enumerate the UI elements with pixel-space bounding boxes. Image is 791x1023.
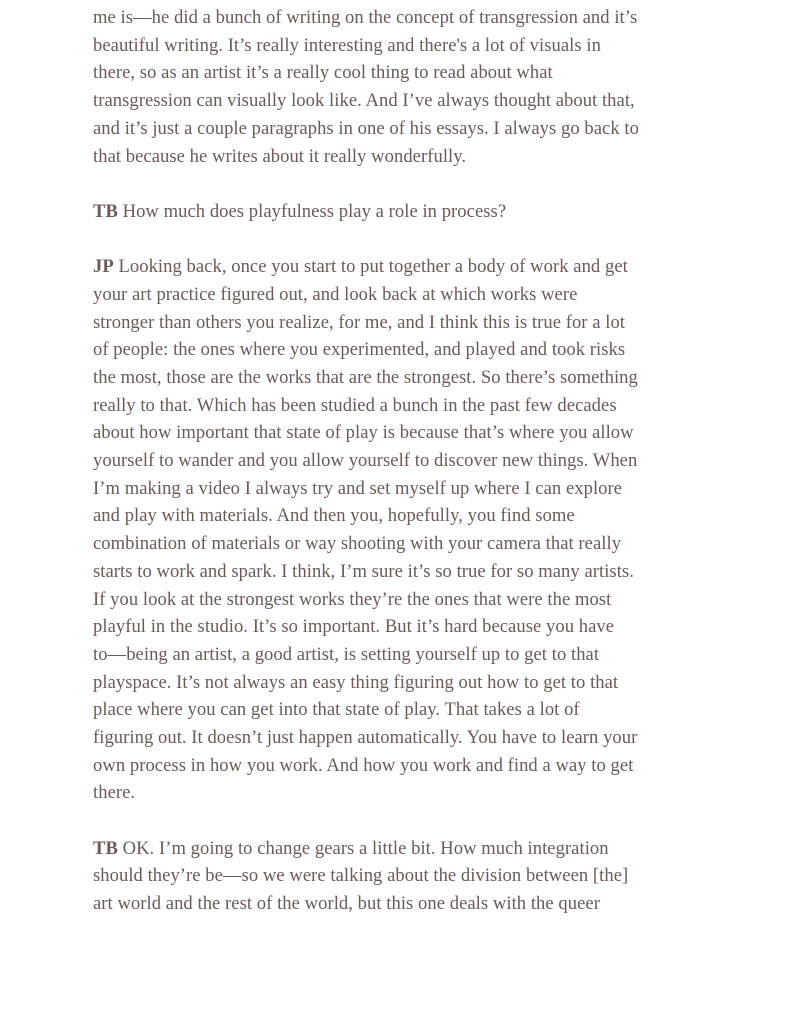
line-text: Looking back, once you start to put together a body of work and get (113, 256, 628, 278)
line-text: to—being an artist, a good artist, is setting yourself up to get to that (93, 643, 600, 665)
text-line (93, 502, 703, 530)
text-line (93, 87, 703, 115)
line-text: I’m making a video I always try and set myself up where I can explore (93, 477, 623, 499)
text-line (93, 724, 703, 752)
text-line (93, 475, 703, 503)
line-text: place where you can get into that state of play. That takes a lot of (93, 699, 580, 721)
speaker-initials: TB (93, 837, 118, 859)
speaker-initials: JP (93, 256, 114, 278)
line-text: OK. I’m going to change gears a little bit. How much integration (117, 837, 609, 859)
line-text: transgression can visually look like. And I’ve always thought about that, (93, 90, 635, 112)
text-line (93, 4, 703, 32)
text-line (93, 253, 703, 281)
text-line (93, 281, 703, 309)
line-text: there. (93, 782, 136, 804)
text-line (93, 32, 703, 60)
text-line (93, 696, 703, 724)
line-text: me is—he did a bunch of writing on the concept of transgression and it’s (93, 7, 638, 28)
text-line (93, 641, 703, 669)
text-line (93, 392, 703, 420)
line-text: about how important that state of play is because that’s where you allow (93, 422, 634, 444)
line-text: yourself to wander and you allow yourself to discover new things. When (93, 450, 638, 472)
line-text: of people: the ones where you experimented, and played and took risks (93, 339, 626, 361)
line-text: playful in the studio. It’s so important. But it’s hard because you have (93, 616, 615, 638)
line-text: the most, those are the works that are the strongest. So there’s something (93, 366, 638, 388)
text-line (93, 890, 703, 918)
text-line (93, 779, 703, 807)
text-line (93, 336, 703, 364)
transcript-paragraph (93, 835, 703, 918)
line-text: should they’re be—so we were talking about the division between [the] (93, 865, 629, 887)
text-line (93, 835, 703, 863)
line-text: starts to work and spark. I think, I’m sure it’s so true for so many artists. (93, 560, 634, 582)
speaker-initials: TB (93, 200, 118, 222)
line-text: really to that. Which has been studied a bunch in the past few decades (93, 394, 617, 416)
text-line (93, 586, 703, 614)
line-text: and it’s just a couple paragraphs in one of his essays. I always go back to (93, 117, 639, 139)
line-text: combination of materials or way shooting with your camera that really (93, 533, 622, 555)
text-line (93, 419, 703, 447)
text-line (93, 752, 703, 780)
line-text: playspace. It’s not always an easy thing figuring out how to get to that (93, 671, 619, 693)
text-line (93, 143, 703, 171)
text-line (93, 447, 703, 475)
text-line (93, 530, 703, 558)
line-text: How much does playfulness play a role in process? (117, 200, 507, 222)
line-text: art world and the rest of the world, but this one deals with the queer (93, 893, 600, 915)
line-text: own process in how you work. And how you work and find a way to get (93, 754, 634, 776)
line-text: your art practice figured out, and look back at which works were (93, 283, 578, 305)
line-text: there, so as an artist it’s a really cool thing to read about what (93, 62, 553, 84)
line-text: If you look at the strongest works they’re the ones that were the most (93, 588, 612, 610)
line-text: and play with materials. And then you, hopefully, you find some (93, 505, 575, 527)
text-line (93, 558, 703, 586)
text-line (93, 309, 703, 337)
text-line (93, 669, 703, 697)
line-text: figuring out. It doesn’t just happen automatically. You have to learn your (93, 727, 638, 749)
interview-transcript (93, 4, 703, 945)
text-line (93, 59, 703, 87)
transcript-paragraph (93, 253, 703, 807)
text-line (93, 862, 703, 890)
text-line (93, 613, 703, 641)
transcript-paragraph (93, 198, 703, 226)
transcript-paragraph (93, 4, 703, 170)
text-line (93, 364, 703, 392)
line-text: stronger than others you realize, for me, and I think this is true for a lot (93, 311, 626, 333)
text-line (93, 115, 703, 143)
text-line (93, 198, 703, 226)
line-text: beautiful writing. It’s really interesting and there's a lot of visuals in (93, 34, 601, 56)
line-text: that because he writes about it really wonderfully. (93, 145, 467, 167)
